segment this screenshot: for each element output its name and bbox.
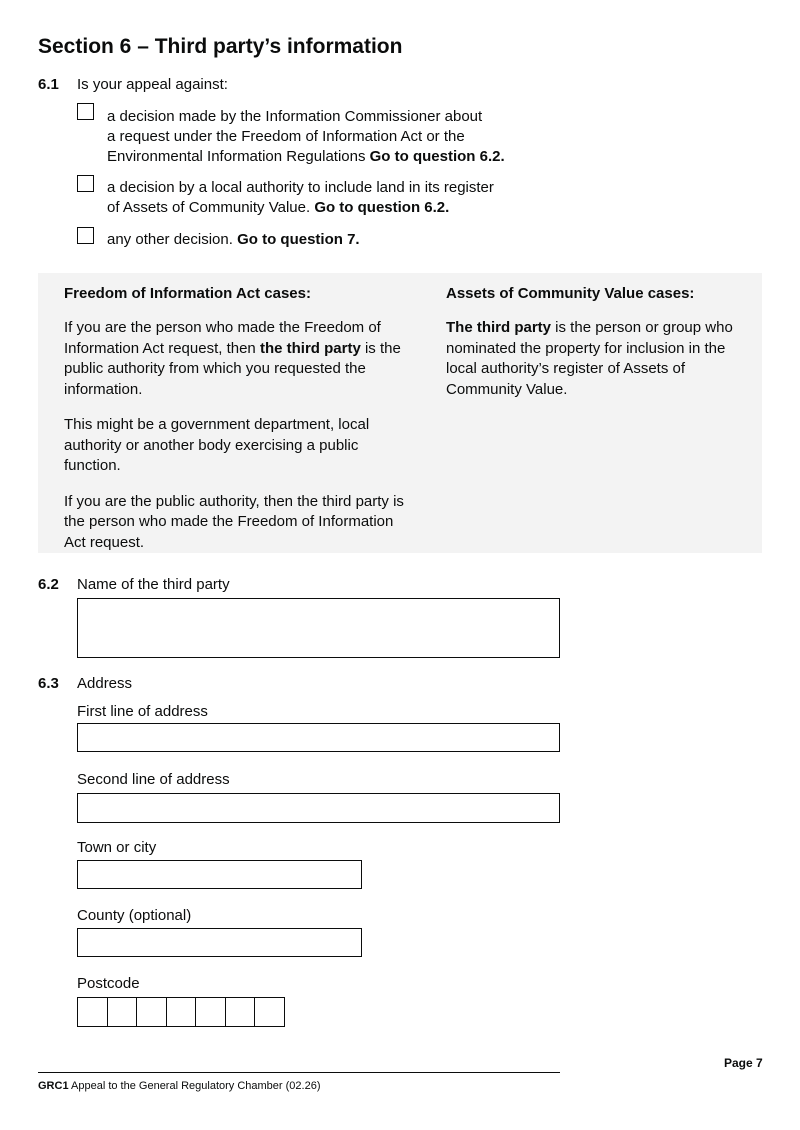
option-line: a decision by a local authority to include land in its register bbox=[107, 179, 494, 196]
foi-guidance-column bbox=[64, 284, 404, 568]
option-checkbox-other-decision[interactable] bbox=[77, 227, 94, 244]
question-number-6-2: 6.2 bbox=[38, 576, 59, 593]
question-number-6-3: 6.3 bbox=[38, 675, 59, 692]
postcode-cell[interactable] bbox=[225, 997, 256, 1027]
footer-form-reference bbox=[38, 1080, 321, 1092]
form-code: GRC1 bbox=[38, 1080, 69, 1092]
goto-instruction: Go to question 6.2. bbox=[314, 199, 450, 216]
postcode-cell[interactable] bbox=[195, 997, 226, 1027]
footer-divider bbox=[38, 1072, 560, 1073]
section-title: Section 6 – Third party’s information bbox=[38, 35, 403, 58]
third-party-name-field[interactable] bbox=[77, 598, 560, 658]
postcode-label: Postcode bbox=[77, 975, 140, 992]
foi-paragraph-3: If you are the public authority, then the third party is the person who made the Freedom of Information Act request. bbox=[64, 492, 404, 551]
form-title: Appeal to the General Regulatory Chamber (02.26) bbox=[68, 1080, 321, 1092]
foi-heading: Freedom of Information Act cases: bbox=[64, 285, 311, 302]
town-label: Town or city bbox=[77, 839, 157, 856]
postcode-cell[interactable] bbox=[136, 997, 167, 1027]
address-line2-label: Second line of address bbox=[77, 771, 230, 788]
county-field[interactable] bbox=[77, 928, 362, 957]
option-label-assets-community-value bbox=[107, 178, 494, 218]
page-number: Page 7 bbox=[724, 1056, 763, 1070]
option-line: a request under the Freedom of Information Act or the bbox=[107, 128, 465, 145]
acv-paragraph-1 bbox=[446, 318, 746, 400]
postcode-cell[interactable] bbox=[107, 997, 138, 1027]
option-line: a decision made by the Information Commissioner about bbox=[107, 108, 483, 125]
postcode-cell[interactable] bbox=[166, 997, 197, 1027]
county-label: County (optional) bbox=[77, 907, 192, 924]
acv-guidance-column bbox=[446, 284, 746, 415]
foi-paragraph-2: This might be a government department, local authority or another body exercising a public function. bbox=[64, 416, 370, 474]
option-checkbox-assets-community-value[interactable] bbox=[77, 175, 94, 192]
foi-text: If you are the person who made the Freedom of Information Act request, then bbox=[64, 319, 381, 357]
third-party-name-label: Name of the third party bbox=[77, 576, 230, 593]
address-label: Address bbox=[77, 675, 133, 692]
address-line1-label: First line of address bbox=[77, 703, 208, 720]
acv-bold-term: The third party bbox=[446, 319, 552, 336]
option-label-other-decision bbox=[107, 230, 360, 250]
option-line: any other decision. bbox=[107, 231, 238, 248]
address-line1-field[interactable] bbox=[77, 723, 560, 752]
option-line: Environmental Information Regulations bbox=[107, 148, 370, 165]
foi-bold-term: the third party bbox=[259, 339, 361, 357]
option-line: of Assets of Community Value. bbox=[107, 199, 315, 216]
town-field[interactable] bbox=[77, 860, 362, 889]
option-checkbox-information-commissioner[interactable] bbox=[77, 103, 94, 120]
acv-text: is the person or group who nominated the property for inclusion in the local authority’s register of Assets of Community Value. bbox=[446, 319, 733, 398]
postcode-cell[interactable] bbox=[77, 997, 108, 1027]
question-number-6-1: 6.1 bbox=[38, 76, 59, 93]
postcode-field[interactable] bbox=[77, 997, 284, 1027]
goto-instruction: Go to question 6.2. bbox=[369, 148, 505, 165]
foi-text: is the public authority from which you requested the information. bbox=[64, 339, 401, 398]
option-label-information-commissioner bbox=[107, 107, 505, 167]
postcode-cell[interactable] bbox=[254, 997, 285, 1027]
acv-heading: Assets of Community Value cases: bbox=[446, 285, 695, 302]
question-text-6-1: Is your appeal against: bbox=[77, 76, 228, 93]
address-line2-field[interactable] bbox=[77, 793, 560, 823]
goto-instruction: Go to question 7. bbox=[237, 231, 360, 248]
foi-paragraph-1 bbox=[64, 318, 404, 400]
guidance-box bbox=[38, 273, 762, 553]
